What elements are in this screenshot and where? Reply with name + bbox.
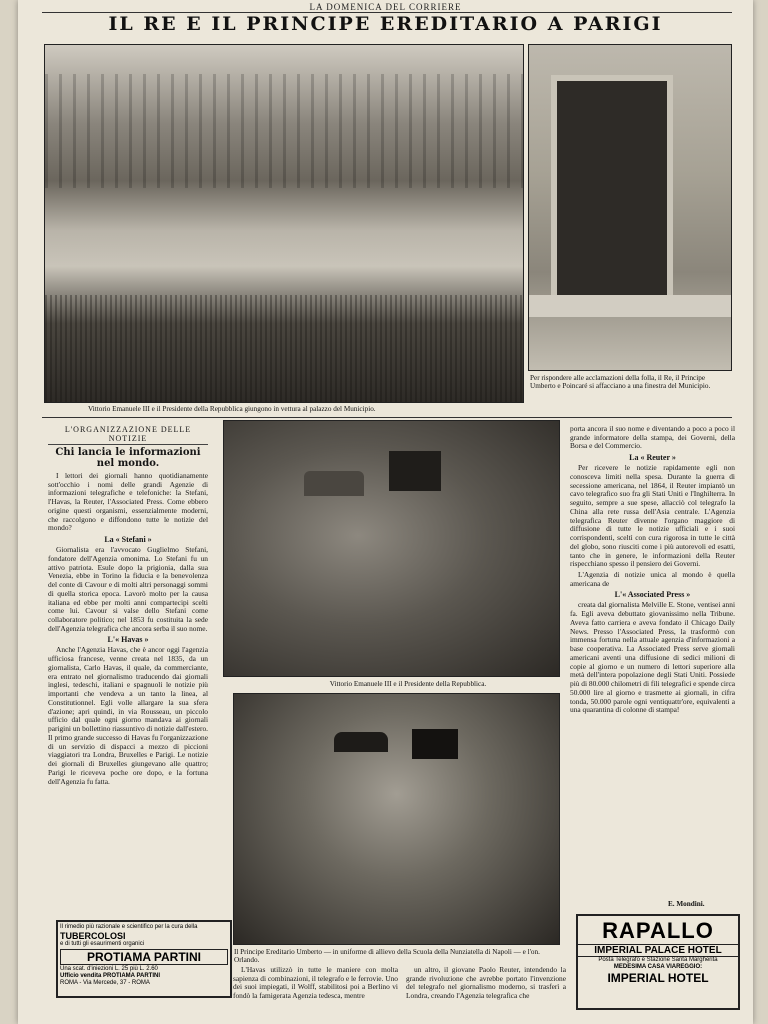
article-title: Chi lancia le informazioni nel mondo. [55, 447, 201, 469]
paragraph-stefani: Giornalista era l'avvocato Guglielmo Stefani, fondatore dell'Agenzia omonima. Lo Stefani fu un attivo patriota. Esule dopo la prigionia, dalla sua Venezia, ebbe in Torino la fiducia e la benevolenza del conte di Cavour e di molti altri personaggi sommi di quella storica epoca. Lavorò molto per la causa italiana ed ebbe per molti anni compartecipi scelti come lui. Cavour si valse dello Stefani come collaboratore politico; nel 1853 fu costituita la sede dell'Agenzia telegrafica che ancora serba il suo nome. [48, 545, 208, 633]
ad-protiama-line2: TUBERCOLOSI [60, 930, 126, 941]
photo-king-and-president [223, 420, 560, 677]
ad-rapallo-same: MEDESIMA CASA VIAREGGIO: [613, 963, 703, 970]
section-havas: L'« Havas » [107, 635, 149, 645]
caption-photo1: Vittorio Emanuele III e il Presidente della Repubblica giungono in vettura al palazzo del Municipio. [88, 405, 376, 413]
ad-rapallo-info: Posta Telegrafo e Stazione Santa Margherita [598, 957, 718, 963]
paragraph-bottom-mid: un altro, il giovane Paolo Reuter, intendendo la grande rivoluzione che avrebbe portato l'invenzione del telegrafo nel giornalismo moderno, si trasferì a Londra, creando l'Agenzia telegrafica che [406, 966, 566, 1001]
paragraph-havas: Anche l'Agenzia Havas, che è ancor oggi l'agenzia ufficiosa francese, venne creata nel 1835, da un giornalista, Carlo Havas, il quale, da commerciante, era entrato nel giornalismo traducendo dai giornali inglesi, tedeschi, italiani e spagnuoli le notizie più importanti che vendeva a un tanto la linea, al Constitutionnel. Egli volle allargare la sua sfera d'azione; apri quindi, in via Rousseau, un piccolo ufficio dal quale ogni giorno mandava ai giornali parigini un bollettino riassuntivo di notizie dall'estero. Il primo grande successo di Havas fu l'organizzazione di un servizio di dispacci a mezzo di piccioni viaggiatori tra Londra, Bruxelles e Parigi. Le notizie dei giornali di Bruxelles giungevano alle quattro; Parigi le riceveva poche ore dopo, e la fortuna dell'Agenzia fu fatta. [48, 645, 208, 786]
photo-parade-municipio [44, 44, 524, 403]
section-reuter: La « Reuter » [629, 453, 676, 463]
ad-protiama-address: ROMA - Via Mercede, 37 - ROMA [60, 979, 150, 986]
newspaper-page [18, 0, 753, 1024]
ad-rapallo-hotel: IMPERIAL PALACE HOTEL [578, 944, 738, 957]
caption-photo3: Vittorio Emanuele III e il Presidente della Repubblica. [329, 680, 487, 688]
paragraph-reuter: Per ricevere le notizie rapidamente egli non conosceva limiti nella spesa. Durante la guerra di secessione americana, nel 1864, il Reuter impiantò un cavo telegrafico suo fra gli Stati Uniti e l'Inghilterra. In seguito, sempre a sue spese, allacciò col telegrafo la China alla rete russa dell'Asia centrale. L'Agenzia telegrafica Reuter divenne l'organo maggiore di diffusione di tutte le notizie ufficiali e i suoi corrispondenti, sceltì con cura rigorosa in tutte le città del globo, sono riusciti come i più autorevoli ed esatti, tanto che in genere, le informazioni della Reuter rispecchiano spesso il pensiero dei Governi. [570, 463, 735, 569]
ad-protiama-line3: e di tutti gli esaurimenti organici [60, 940, 145, 947]
headline: IL RE E IL PRINCIPE EREDITARIO A PARIGI [108, 13, 663, 35]
article-column-left [48, 425, 208, 920]
article-kicker: L'ORGANIZZAZIONE DELLE NOTIZIE [48, 425, 208, 445]
bottom-text-left [233, 966, 398, 1016]
ad-protiama-price: Una scat. d'iniezioni L. 25 più L. 2.60 [60, 965, 158, 972]
article-signature: E. Mondini. [668, 900, 705, 908]
paragraph-associated-press: creata dal giornalista Melville E. Stone, ventisei anni fa. Egli aveva debuttato giovanissimo nella Tribune. Aveva fatto carriera e aveva fondato il Chicago Daily News. Presso l'Associated Press, la trasformò con immensa fortuna nella attuale agenzia d'informazioni a base cooperativa. La Associated Press serve giornali americani aventi una diffusione di sedici milioni di copie al giorno e un numero di lettori superiore alla metà dell'intera popolazione degli Stati Uniti. Possiede più di 80.000 chilometri di fili telegrafici e spende circa 50.000 lire al giorno e trasmette ai giornali, in cifra tonda, 50.000 parole ogni ventiquattr'ore, equivalenti a una quarantina di colonne di stampa! [570, 600, 735, 715]
photo-window-municipio [528, 44, 732, 371]
photo-crown-prince-orlando [233, 693, 560, 945]
bottom-text-mid [406, 966, 566, 1016]
paragraph-agenzia: L'Agenzia di notizie unica al mondo è quella americana de [570, 570, 735, 588]
ad-protiama-name: PROTIAMA PARTINI [60, 949, 228, 965]
ad-protiama [56, 920, 232, 998]
caption-photo4: Il Principe Ereditario Umberto — in uniforme di allievo della Scuola della Nunziatella di Napoli — e l'on. Orlando. [234, 948, 540, 965]
mid-rule [42, 417, 732, 418]
ad-rapallo-town: RAPALLO [602, 918, 714, 943]
ad-rapallo [576, 914, 740, 1010]
ad-rapallo-hotel2: IMPERIAL HOTEL [607, 970, 709, 985]
paragraph-reuter-intro: porta ancora il suo nome e diventando a poco a poco il grande informatore della stampa, dei Governi, della Borsa e del Commercio. [570, 425, 735, 451]
running-head: LA DOMENICA DEL CORRIERE [309, 2, 462, 12]
paragraph-bottom-left: L'Havas utilizzò in tutte le maniere con molta sapienza di combinazioni, il telegrafo e le ferrovie. Uno dei suoi impiegati, il Wolff, stabilitosi poi a Berlino vi fondò la famigerata Agenzia tedesca, mentre [233, 966, 398, 1001]
ad-protiama-office: Ufficio vendita PROTIAMA PARTINI [60, 972, 161, 979]
article-column-right [570, 425, 735, 905]
caption-photo2: Per rispondere alle acclamazioni della folla, il Re, il Principe Umberto e Poincaré si affacciano a una finestra del Municipio. [530, 374, 711, 391]
ad-protiama-line1: Il rimedio più razionale e scientifico per la cura della [60, 924, 198, 930]
section-stefani: La « Stefani » [104, 535, 152, 545]
article-intro: I lettori dei giornali hanno quotidianamente sott'occhio i nomi delle grandi Agenzie di informazioni telegrafiche e telefoniche: la Stefani, l'Havas, la Reuter, l'Associated Press. Come ebbero origine questi organismi, essenzialmente moderni, che raccolgono e diffondono tutte le notizie del mondo? [48, 471, 208, 533]
section-associated-press: L'« Associated Press » [614, 590, 691, 600]
